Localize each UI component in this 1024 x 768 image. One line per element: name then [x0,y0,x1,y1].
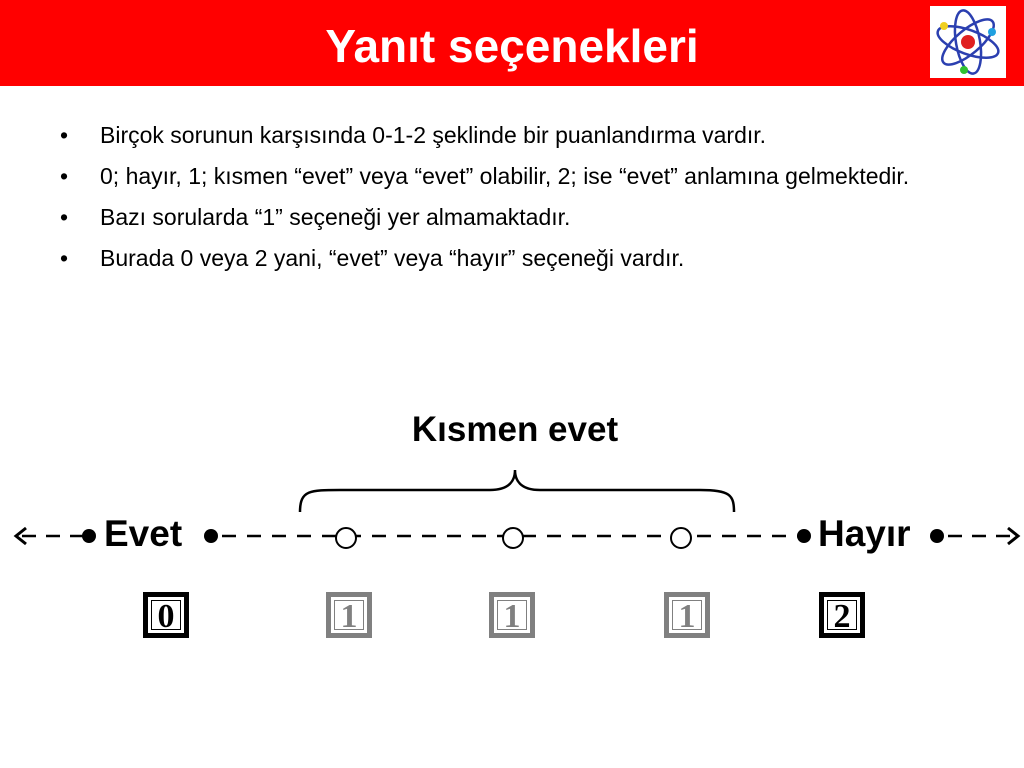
score-box-1a: 1 [326,592,372,638]
partial-yes-label: Kısmen evet [411,410,619,449]
list-item: • 0; hayır, 1; kısmen “evet” veya “evet” olabilir, 2; ise “evet” anlamına gelmektedir. [60,163,910,189]
bullet-text: 0; hayır, 1; kısmen “evet” veya “evet” olabilir, 2; ise “evet” anlamına gelmektedir. [100,163,910,189]
yes-label: Evet [104,513,183,554]
endpoint-dot [204,529,218,543]
endpoint-dot [930,529,944,543]
score-box-1c: 1 [664,592,710,638]
list-item: • Burada 0 veya 2 yani, “evet” veya “hayır” seçeneği vardır. [60,245,685,271]
score-box-1b: 1 [489,592,535,638]
score-box-2: 2 [819,592,865,638]
endpoint-dot [797,529,811,543]
list-item: • Bazı sorularda “1” seçeneği yer almamaktadır. [60,204,571,230]
bullet-text: Bazı sorularda “1” seçeneği yer almamaktadır. [100,204,571,230]
page-title: Yanıt seçenekleri [325,20,699,72]
endpoint-dot [82,529,96,543]
bullet-text: Burada 0 veya 2 yani, “evet” veya “hayır” seçeneği vardır. [100,245,685,271]
midpoint-circle [671,528,691,548]
midpoint-circle [503,528,523,548]
midpoint-circle [336,528,356,548]
brace [300,470,734,512]
score-box-0: 0 [143,592,189,638]
bullet-text: Birçok sorunun karşısında 0-1-2 şeklinde bir puanlandırma vardır. [100,122,767,148]
no-label: Hayır [818,513,911,554]
list-item: • Birçok sorunun karşısında 0-1-2 şeklinde bir puanlandırma vardır. [60,122,767,148]
